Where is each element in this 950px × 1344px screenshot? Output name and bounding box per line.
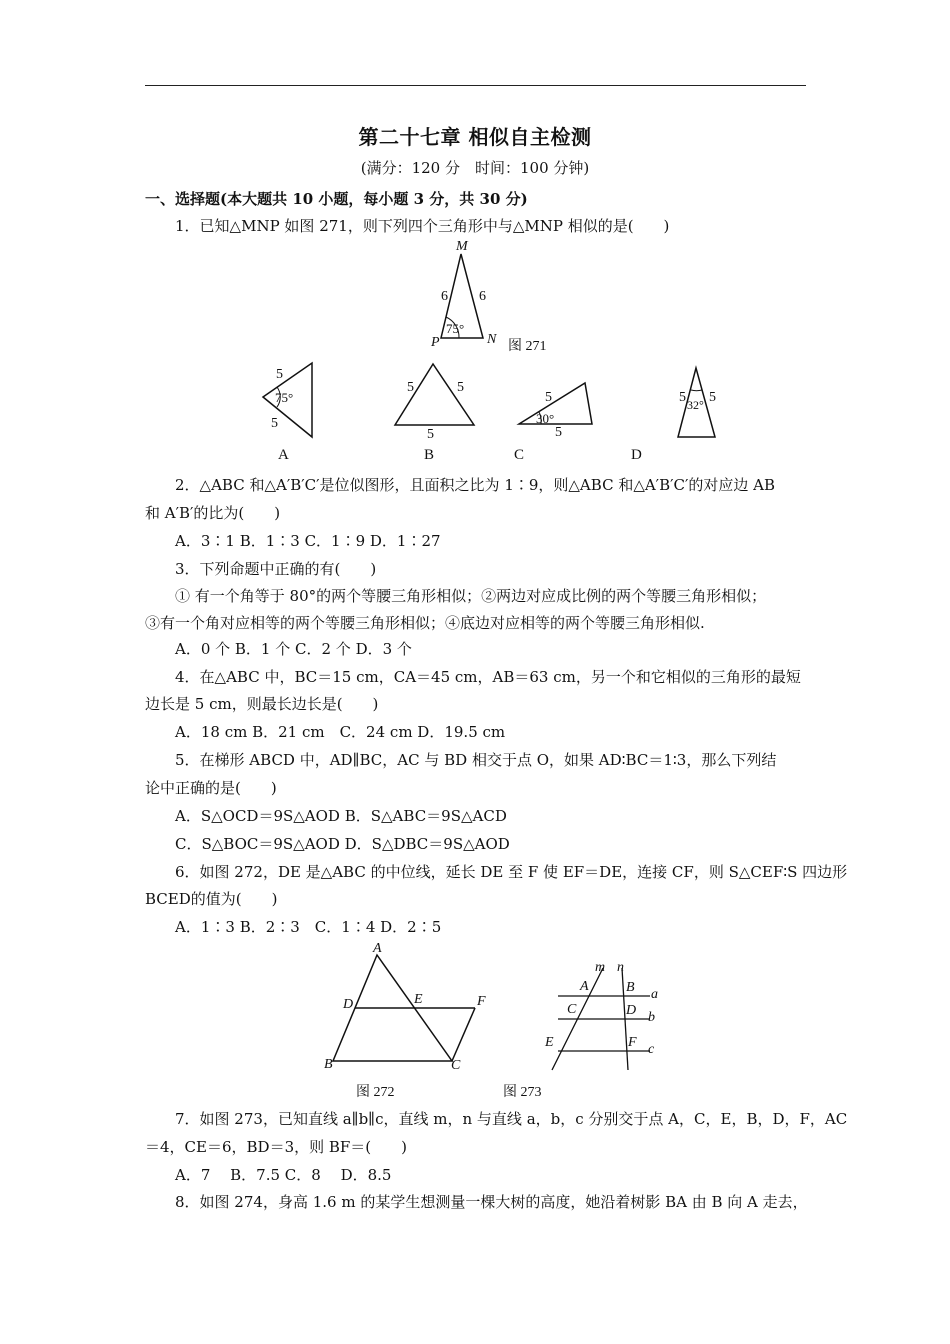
question-6: 6．如图 272，DE 是△ABC 的中位线，延长 DE 至 F 使 EF＝DE，连接 CF，则 S△CEF∶S 四边形 bbox=[175, 863, 848, 881]
fig273-line-a: a bbox=[651, 987, 658, 1002]
fig273-point-f: F bbox=[628, 1035, 637, 1050]
question-5-cont: 论中正确的是( ) bbox=[145, 779, 277, 797]
fig272-vertex-a: A bbox=[373, 941, 382, 956]
fig273-point-c: C bbox=[567, 1002, 577, 1017]
question-8: 8．如图 274，身高 1.6 m 的某学生想测量一棵大树的高度，她沿着树影 BA 由 B 向 A 走去， bbox=[175, 1193, 808, 1211]
question-2-cont: 和 A′B′的比为( ) bbox=[145, 504, 281, 522]
option-b-label: B bbox=[424, 447, 435, 463]
question-2: 2．△ABC 和△A′B′C′是位似图形，且面积之比为 1∶9，则△ABC 和△A′B′C′的对应边 AB bbox=[175, 476, 776, 494]
question-3: 3．下列命题中正确的有( ) bbox=[175, 560, 377, 578]
page-title: 第二十七章 相似自主检测 bbox=[358, 125, 592, 149]
option-d-label: D bbox=[631, 447, 642, 463]
question-5-options-2: C．S△BOC＝9S△AOD D．S△DBC＝9S△AOD bbox=[175, 835, 510, 853]
fig271-side-left: 6 bbox=[441, 289, 448, 304]
fig272-vertex-c: C bbox=[451, 1058, 461, 1073]
fig273-point-d: D bbox=[626, 1003, 637, 1018]
section-heading: 一、选择题(本大题共 10 小题，每小题 3 分，共 30 分) bbox=[145, 190, 528, 208]
option-b-side-2: 5 bbox=[457, 380, 464, 395]
fig271-side-right: 6 bbox=[479, 289, 486, 304]
fig271-vertex-m: M bbox=[456, 239, 468, 254]
question-3-options: A．0 个 B．1 个 C．2 个 D．3 个 bbox=[175, 640, 412, 658]
question-5: 5．在梯形 ABCD 中，AD∥BC，AC 与 BD 相交于点 O，如果 AD∶BC＝1∶3，那么下列结 bbox=[175, 751, 777, 769]
question-2-options: A．3∶1 B．1∶3 C．1∶9 D．1∶27 bbox=[175, 532, 441, 550]
option-d-side-1: 5 bbox=[679, 390, 686, 405]
option-d-angle: 32° bbox=[687, 398, 704, 412]
question-4-cont: 边长是 5 cm，则最长边长是( ) bbox=[145, 695, 379, 713]
question-4: 4．在△ABC 中，BC＝15 cm，CA＝45 cm，AB＝63 cm，另一个和它相似的三角形的最短 bbox=[175, 668, 801, 686]
question-3-statements-2: ③有一个角对应相等的两个等腰三角形相似；④底边对应相等的两个等腰三角形相似. bbox=[145, 614, 705, 632]
page-subtitle: (满分：120 分 时间：100 分钟) bbox=[360, 159, 590, 177]
question-1: 1．已知△MNP 如图 271，则下列四个三角形中与△MNP 相似的是( ) bbox=[175, 217, 670, 235]
question-6-options: A．1∶3 B．2∶3 C．1∶4 D．2∶5 bbox=[175, 918, 442, 936]
question-5-options-1: A．S△OCD＝9S△AOD B．S△ABC＝9S△ACD bbox=[175, 807, 507, 825]
question-4-options: A．18 cm B．21 cm C．24 cm D．19.5 cm bbox=[175, 723, 506, 741]
option-a-triangle bbox=[250, 355, 370, 445]
question-7: 7．如图 273，已知直线 a∥b∥c，直线 m，n 与直线 a，b，c 分别交于点 A，C，E，B，D，F，AC bbox=[175, 1110, 848, 1128]
option-c-side-1: 5 bbox=[545, 390, 552, 405]
fig271-vertex-p: P bbox=[431, 335, 440, 350]
fig273-line-n: n bbox=[617, 960, 624, 975]
question-3-statements-1: ① 有一个角等于 80°的两个等腰三角形相似；②两边对应成比例的两个等腰三角形相似； bbox=[175, 587, 767, 605]
header-rule bbox=[145, 85, 806, 86]
fig271-angle: 75° bbox=[446, 321, 465, 336]
fig273-point-a: A bbox=[580, 979, 589, 994]
fig272-vertex-e: E bbox=[414, 992, 423, 1007]
option-a-side-2: 5 bbox=[271, 416, 278, 431]
fig273-caption: 图 273 bbox=[503, 1085, 542, 1100]
option-c-angle: 30° bbox=[536, 411, 555, 426]
option-b-triangle bbox=[385, 355, 485, 435]
fig272-vertex-d: D bbox=[343, 997, 354, 1012]
fig273-line-b: b bbox=[648, 1010, 655, 1025]
fig273-point-e: E bbox=[545, 1035, 554, 1050]
fig273-point-b: B bbox=[626, 980, 635, 995]
fig272-vertex-f: F bbox=[477, 994, 486, 1009]
option-c-triangle bbox=[508, 370, 618, 435]
fig271-caption: 图 271 bbox=[508, 339, 547, 354]
fig272-caption: 图 272 bbox=[356, 1085, 395, 1100]
fig273-line-m: m bbox=[595, 960, 606, 975]
option-a-side-1: 5 bbox=[276, 367, 283, 382]
option-a-label: A bbox=[278, 447, 289, 463]
option-c-side-2: 5 bbox=[555, 425, 562, 440]
question-6-cont: BCED的值为( ) bbox=[145, 890, 278, 908]
option-c-label: C bbox=[514, 447, 525, 463]
question-7-options: A．7 B．7.5 C．8 D．8.5 bbox=[175, 1166, 392, 1184]
option-b-side-1: 5 bbox=[407, 380, 414, 395]
fig271-vertex-n: N bbox=[487, 332, 497, 347]
fig272-vertex-b: B bbox=[324, 1057, 333, 1072]
question-7-cont: ＝4，CE＝6，BD＝3，则 BF＝( ) bbox=[145, 1138, 408, 1156]
option-d-side-2: 5 bbox=[709, 390, 716, 405]
fig273-line-c: c bbox=[648, 1042, 655, 1057]
option-a-angle: 75° bbox=[275, 390, 294, 405]
option-b-side-3: 5 bbox=[427, 427, 434, 442]
